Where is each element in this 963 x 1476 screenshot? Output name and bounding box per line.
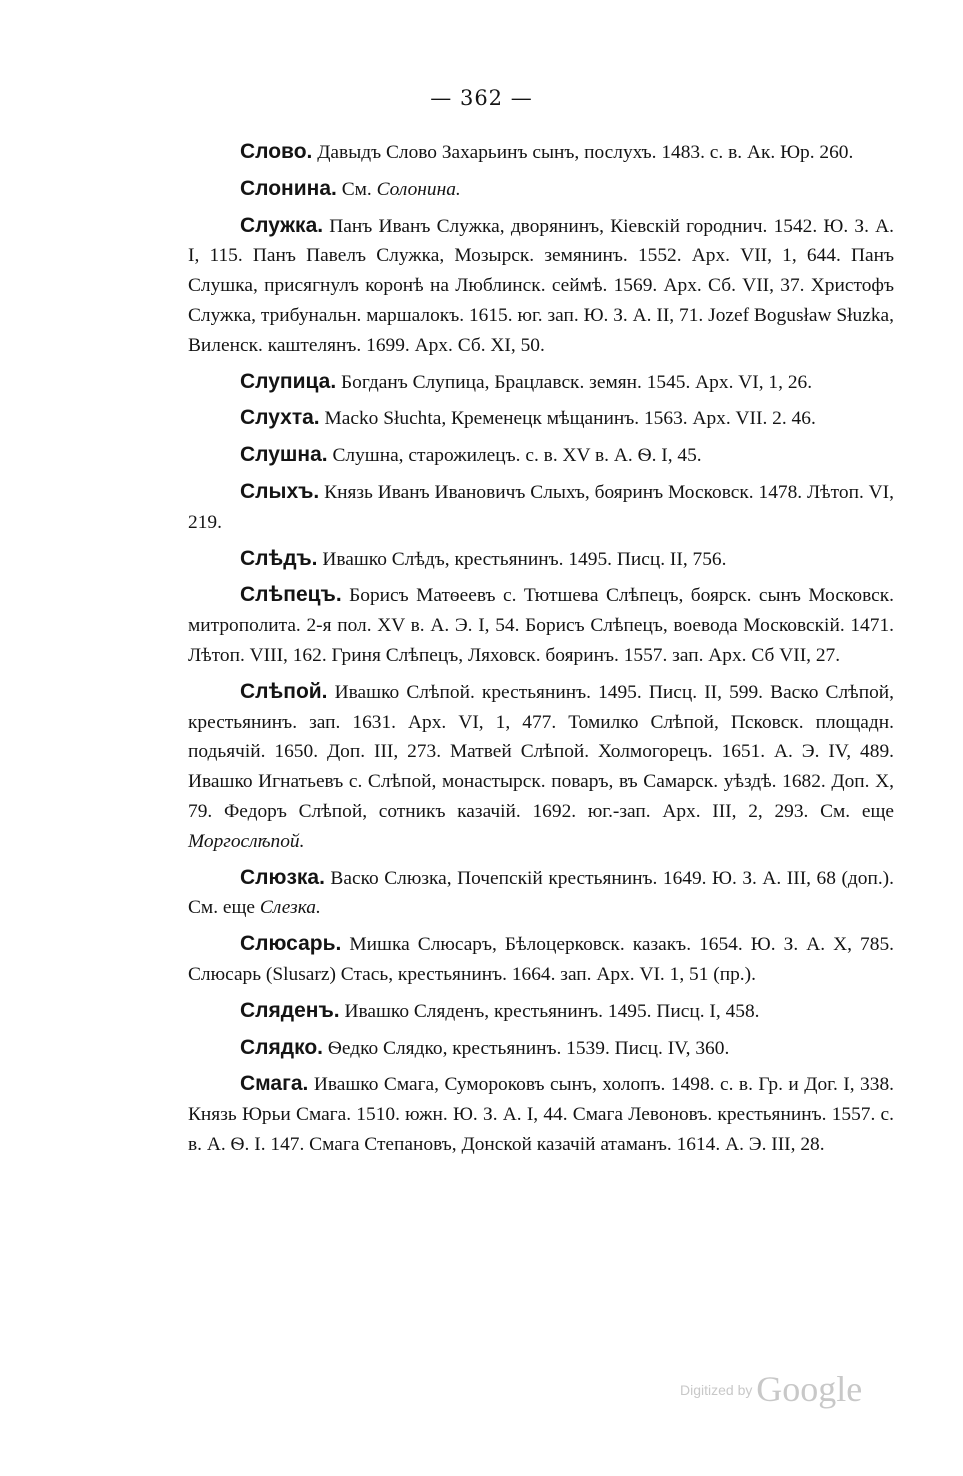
dictionary-entry (188, 137, 894, 168)
entry-text: Ивашко Сляденъ, крестьянинъ. 1495. Писц. I, 458. (339, 1000, 760, 1022)
entry-headword: Слыхъ. (240, 479, 320, 503)
entry-headword: Слѣдъ. (240, 546, 318, 570)
entry-text: Мишка Слюсаръ, Бѣлоцерковск. казакъ. 1654. Ю. З. А. X, 785. Слюсарь (Slusarz) Стась, крестьянинъ. 1664. зап. Арх. VI. 1, 51 (пр.). (188, 934, 894, 985)
entry-text: Васко Слюзка, Почепскій крестьянинъ. 1649. Ю. З. А. III, 68 (доп.). См. еще (188, 867, 894, 919)
dictionary-entry (188, 367, 894, 398)
dictionary-entry (188, 863, 894, 924)
entry-headword: Смага. (240, 1072, 309, 1096)
dictionary-entry (188, 580, 894, 670)
entry-text: Князь Иванъ Ивановичъ Слыхъ, бояринъ Московск. 1478. Лѣтоп. VI, 219. (188, 481, 894, 533)
dictionary-entry (188, 477, 894, 538)
entry-headword: Слядко. (240, 1035, 323, 1059)
entry-headword: Слово. (240, 140, 313, 163)
entry-cross-reference: Солонина. (376, 178, 461, 200)
entry-headword: Сляденъ. (240, 998, 340, 1022)
digitized-watermark (680, 1368, 862, 1410)
entry-text: Ивашко Слѣдъ, крестьянинъ. 1495. Писц. II, 756. (317, 548, 727, 570)
entry-text: Macko Słuchta, Кременецк мѣщанинъ. 1563. Арх. VII. 2. 46. (319, 408, 816, 430)
entry-headword: Слюзка. (240, 865, 325, 889)
entry-headword: Слѣпой. (240, 679, 328, 703)
dictionary-entry (188, 211, 894, 361)
dictionary-entry (188, 996, 894, 1027)
entry-headword: Слупица. (240, 369, 337, 393)
entry-headword: Слушна. (240, 443, 328, 467)
entry-text: Ивашко Смага, Сумороковъ сынъ, холопъ. 1498. с. в. Гр. и Дог. I, 338. Князь Юрьи Смага. 1510. южн. Ю. З. А. I, 44. Смага Левоновъ. крестьянинъ. 1557. с. в. А. Ѳ. I. 147. Смага Степановъ, Донской казачій атаманъ. 1614. А. Э. III, 28. (188, 1074, 894, 1155)
entry-headword: Слонина. (240, 176, 337, 200)
entry-headword: Слухта. (240, 406, 320, 430)
watermark-small-text: Digitized by (680, 1382, 757, 1398)
entry-headword: Служка. (240, 213, 324, 237)
dictionary-text (188, 137, 894, 1166)
entry-cross-reference: Моргослѣпой. (188, 830, 305, 852)
entry-text: См. (336, 178, 377, 200)
dictionary-entry (188, 929, 894, 990)
entry-cross-reference: Слезка. (259, 897, 321, 919)
entry-text: Слушна, старожилецъ. с. в. XV в. А. Ѳ. I, 45. (327, 445, 702, 467)
entry-headword: Слѣпецъ. (240, 583, 342, 607)
dictionary-entry (188, 677, 894, 857)
dictionary-entry (188, 544, 894, 575)
entry-headword: Слюсарь. (240, 932, 342, 956)
page-number: — 362 — (430, 86, 533, 110)
entry-text: Борисъ Матѳеевъ с. Тютшева Слѣпецъ, боярск. сынъ Московск. митрополита. 2-я пол. XV в. А. Э. I, 54. Борисъ Слѣпецъ, воевода Московскій. 1471. Лѣтоп. VIII, 162. Гриня Слѣпецъ, Ляховск. бояринъ. 1557. зап. Арх. Сб VII, 27. (188, 585, 894, 666)
entry-text: Панъ Иванъ Служка, дворянинъ, Кіевскій городнич. 1542. Ю. З. А. I, 115. Панъ Павелъ Служка, Мозырск. земянинъ. 1552. Арх. VII, 1, 644. Панъ Слушка, присягнулъ коронѣ на Люблинск. сеймѣ. 1569. Арх. Сб. VII, 37. Христофъ Служка, трибунальн. маршалокъ. 1615. юг. зап. Ю. З. А. II, 71. Jozef Bogusław Słuzka, Виленск. каштелянъ. 1699. Арх. Сб. XI, 50. (188, 215, 894, 356)
dictionary-entry (188, 1069, 894, 1159)
dictionary-entry (188, 174, 894, 205)
entry-text: Богданъ Слупица, Брацлавск. земян. 1545. Арх. VI, 1, 26. (336, 371, 813, 393)
dictionary-entry (188, 440, 894, 471)
dictionary-entry (188, 403, 894, 434)
watermark-logo-text: Google (756, 1369, 863, 1409)
entry-text: Ѳедко Слядко, крестьянинъ. 1539. Писц. IV, 360. (323, 1037, 730, 1059)
entry-text: Ивашко Слѣпой. крестьянинъ. 1495. Писц. II, 599. Васко Слѣпой, крестьянинъ. зап. 1631. Арх. VI, 1, 477. Томилко Слѣпой, Псковск. площадн. подьячій. 1650. Доп. III, 273. Матвей Слѣпой. Холмогорецъ. 1651. А. Э. IV, 489. Ивашко Игнатьевъ с. Слѣпой, монастырск. поваръ, въ Самарск. уѣздѣ. 1682. Доп. X, 79. Федоръ Слѣпой, сотникъ казачій. 1692. юг.-зап. Арх. III, 2, 293. См. еще (188, 681, 894, 822)
entry-text: Давыдъ Слово Захарьинъ сынъ, послухъ. 1483. с. в. Ак. Юр. 260. (312, 142, 854, 163)
dictionary-entry (188, 1033, 894, 1064)
